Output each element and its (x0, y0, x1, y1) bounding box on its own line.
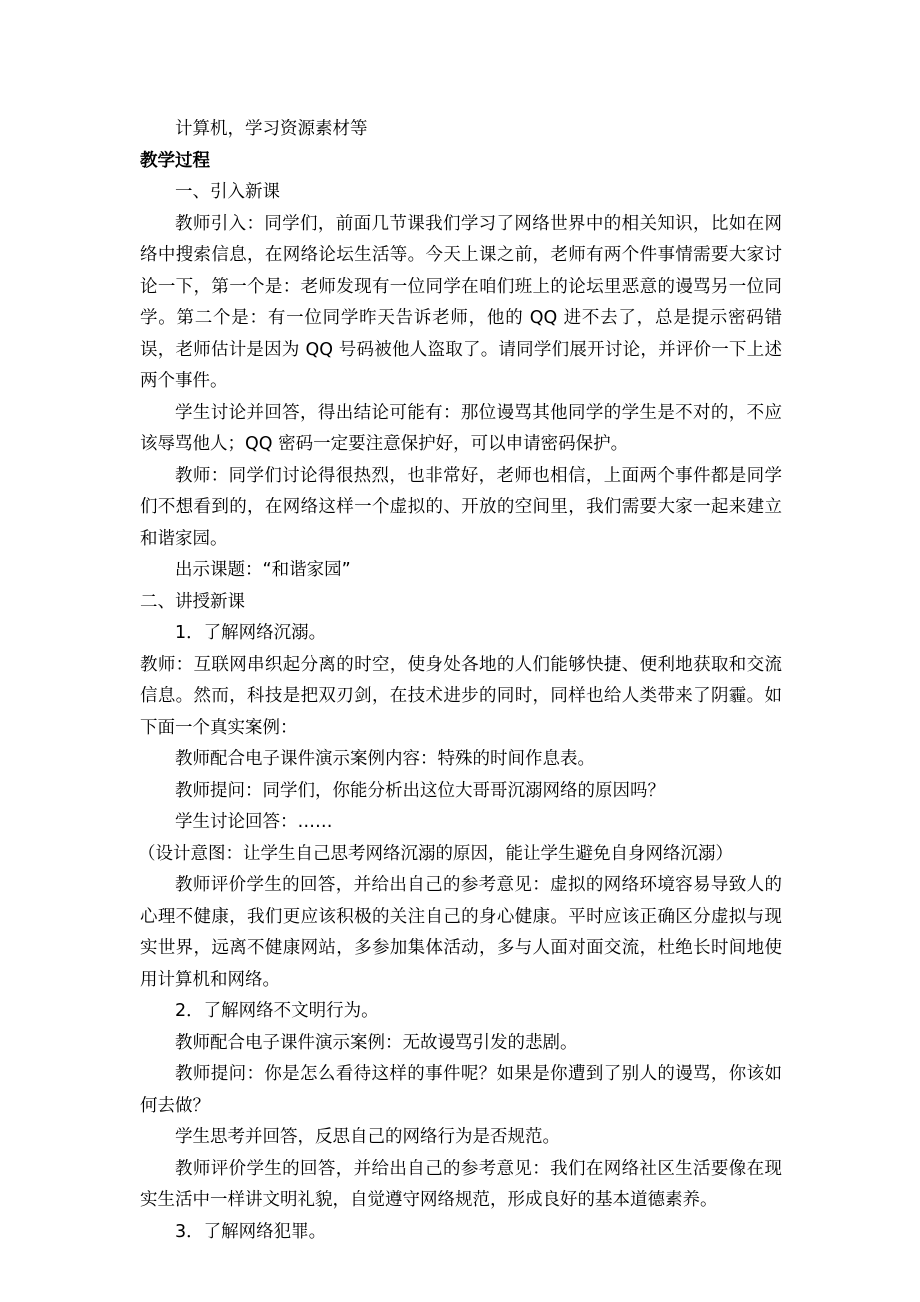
paragraph-student-answer: 学生讨论回答：…… (175, 812, 333, 832)
subheading-introduction: 一、引入新课 (175, 182, 280, 202)
paragraph-teacher-intro: 教师引入：同学们，前面几节课我们学习了网络世界中的相关知识，比如在网络中搜索信息，在网络论坛生活等。今天上课之前，老师有两个件事情需要大家讨论一下，第一个是：老师发现有一位同学在咱们班上的论坛里恶意的谩骂另一位同学。第二个是：有一位同学昨天告诉老师，他的 QQ 进不去了，总是提示密码错误，老师估计是因为 QQ 号码被他人盗取了。请同学们展开讨论，并评价一下上述两个事件。 (140, 213, 782, 391)
item-heading-crime: 3．了解网络犯罪。 (175, 1221, 327, 1242)
paragraph-teacher-evaluation-1: 教师评价学生的回答，并给出自己的参考意见：虚拟的网络环境容易导致人的心理不健康，我们更应该积极的关注自己的身心健康。平时应该正确区分虚拟与现实世界，远离不健康网站，多参加集体活动，多与人面对面交流，杜绝长时间地使用计算机和网络。 (140, 875, 782, 990)
paragraph-teacher-question-2: 教师提问：你是怎么看待这样的事件呢？如果是你遭到了别人的谩骂，你该如何去做？ (140, 1064, 782, 1116)
paragraph-teacher-evaluation-2: 教师评价学生的回答，并给出自己的参考意见：我们在网络社区生活要像在现实生活中一样讲文明礼貌，自觉遵守网络规范，形成良好的基本道德素养。 (140, 1158, 782, 1210)
paragraph-lesson-title: 出示课题：“和谐家园” (175, 560, 351, 580)
paragraph-case-demo: 教师配合电子课件演示案例内容：特殊的时间作息表。 (175, 749, 595, 769)
subheading-new-lesson: 二、讲授新课 (140, 591, 245, 612)
paragraph-teacher-internet: 教师：互联网串织起分离的时空，使身处各地的人们能够快捷、便利地获取和交流信息。然而，科技是把双刃剑，在技术进步的同时，同样也给人类带来了阴霾。如下面一个真实案例： (140, 654, 782, 738)
item-heading-addiction: 1．了解网络沉溺。 (175, 623, 327, 643)
section-heading-teaching-process: 教学过程 (140, 150, 210, 171)
document-page (140, 114, 782, 1248)
paragraph-student-reflection: 学生思考并回答，反思自己的网络行为是否规范。 (175, 1127, 560, 1147)
paragraph-student-discussion: 学生讨论并回答，得出结论可能有：那位谩骂其他同学的学生是不对的，不应该辱骂他人；QQ 密码一定要注意保护好，可以申请密码保护。 (140, 402, 782, 454)
paragraph-case-demo-2: 教师配合电子课件演示案例：无故谩骂引发的悲剧。 (175, 1032, 578, 1053)
paragraph-design-intent: （设计意图：让学生自己思考网络沉溺的原因，能让学生避免自身网络沉溺） (138, 843, 733, 864)
paragraph-teacher-summary: 教师：同学们讨论得很热烈，也非常好，老师也相信，上面两个事件都是同学们不想看到的，在网络这样一个虚拟的、开放的空间里，我们需要大家一起来建立和谐家园。 (140, 465, 782, 549)
materials-line: 计算机，学习资源素材等 (175, 119, 368, 139)
paragraph-teacher-question-1: 教师提问：同学们，你能分析出这位大哥哥沉溺网络的原因吗？ (175, 780, 665, 801)
item-heading-uncivil: 2．了解网络不文明行为。 (175, 1001, 379, 1021)
